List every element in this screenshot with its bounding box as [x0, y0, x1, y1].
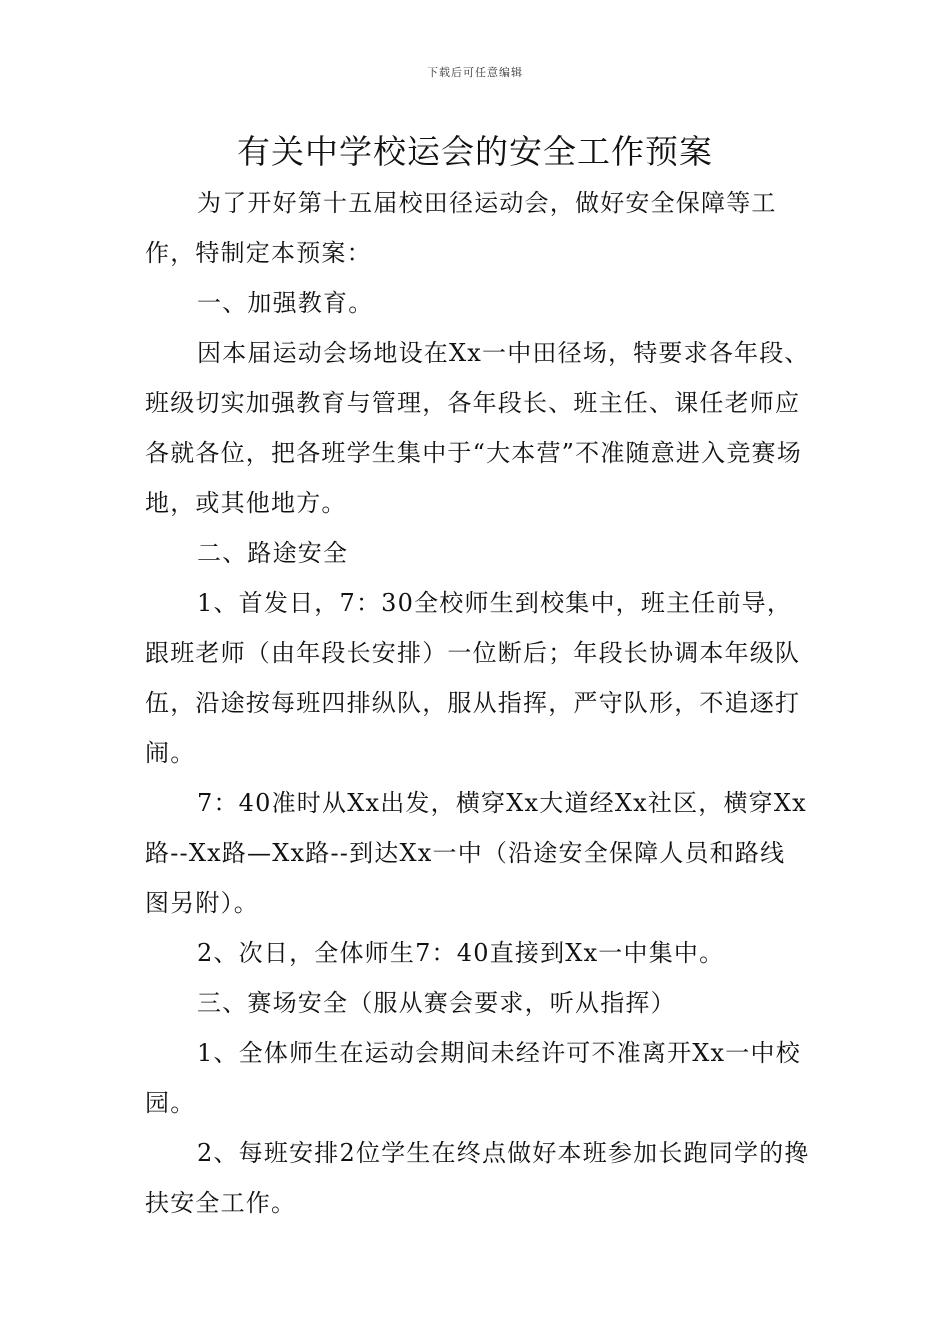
venue-item-1: 1、全体师生在运动会期间未经许可不准离开Xx一中校园。 [145, 1039, 801, 1117]
route-item-1: 1、首发日，7：30全校师生到校集中，班主任前导，跟班老师（由年段长安排）一位断后；年段长协调本年级队伍，沿途按每班四排纵队，服从指挥，严守队形，不追逐打闹。 [145, 589, 801, 767]
route-item-2: 2、次日，全体师生7：40直接到Xx一中集中。 [197, 939, 725, 967]
venue-item-2: 2、每班安排2位学生在终点做好本班参加长跑同学的搀扶安全工作。 [145, 1139, 810, 1217]
document-body [145, 178, 810, 1228]
route-departure-paragraph: 7：40准时从Xx出发，横穿Xx大道经Xx社区，横穿Xx路--Xx路—Xx路--到达Xx一中（沿途安全保障人员和路线图另附）。 [145, 789, 807, 917]
education-paragraph: 因本届运动会场地设在Xx一中田径场，特要求各年段、班级切实加强教育与管理，各年段长、班主任、课任老师应各就各位，把各班学生集中于“大本营”不准随意进入竞赛场地，或其他地方。 [145, 339, 810, 517]
section-heading-education: 一、加强教育。 [197, 289, 374, 317]
intro-paragraph: 为了开好第十五届校田径运动会，做好安全保障等工作，特制定本预案： [145, 189, 777, 267]
section-heading-venue-safety: 三、赛场安全（服从赛会要求，听从指挥） [197, 989, 676, 1017]
document-title: 有关中学校运会的安全工作预案 [237, 132, 713, 171]
section-heading-route-safety: 二、路途安全 [197, 539, 349, 567]
header-note: 下载后可任意编辑 [427, 66, 523, 79]
